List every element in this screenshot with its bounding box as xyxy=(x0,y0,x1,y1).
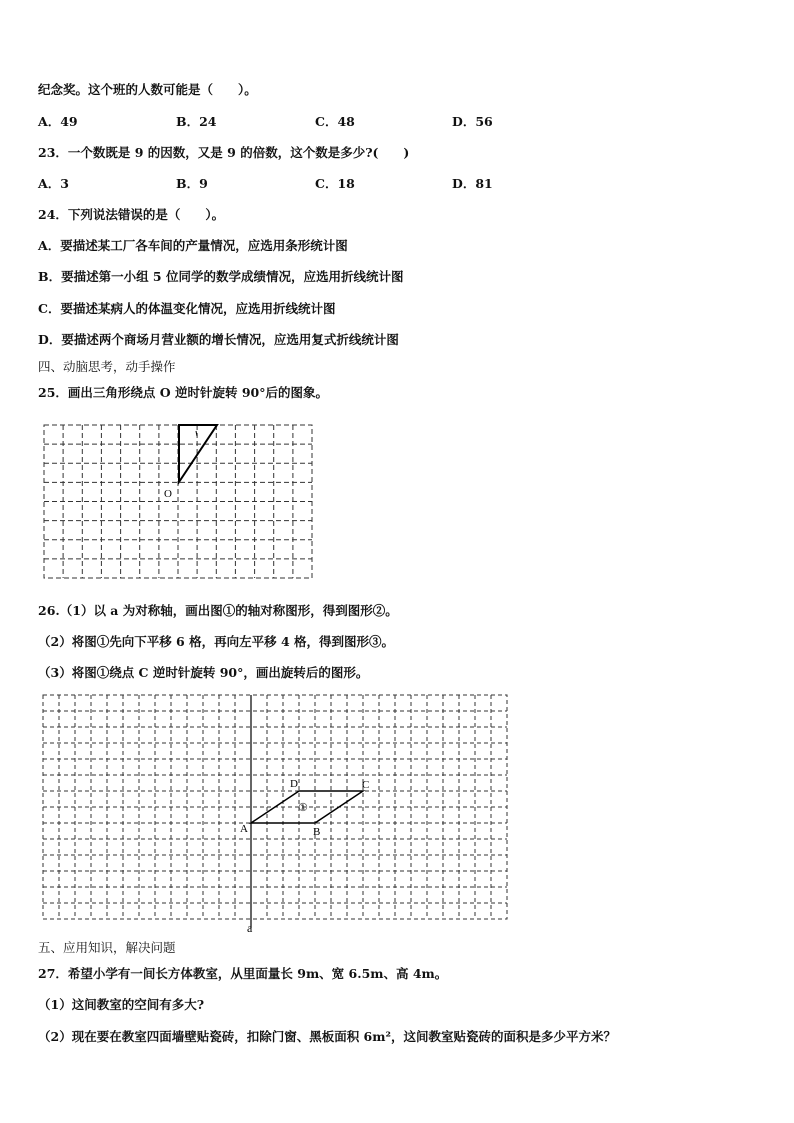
section-5-heading: 五、应用知识，解决问题 xyxy=(38,940,176,955)
q26-label-a: A xyxy=(240,823,248,835)
q22-option-a: A．49 xyxy=(38,114,78,129)
q22-option-d: D．56 xyxy=(452,114,493,129)
q23-option-c: C．18 xyxy=(315,176,355,191)
q24-stem: 24．下列说法错误的是（ ）。 xyxy=(38,207,225,222)
q26-line-3: （3）将图①绕点 C 逆时针旋转 90°，画出旋转后的图形。 xyxy=(38,665,369,680)
q23-option-d: D．81 xyxy=(452,176,493,191)
q26-label-b: B xyxy=(313,826,321,838)
q26-axis-label: a xyxy=(247,921,253,935)
q25-triangle xyxy=(179,425,217,482)
q25-triangle-tick xyxy=(196,431,197,436)
q24-option-a: A．要描述某工厂各车间的产量情况，应选用条形统计图 xyxy=(38,238,348,253)
q26-label-d: D xyxy=(290,778,298,790)
q25-stem: 25．画出三角形绕点 O 逆时针旋转 90°后的图象。 xyxy=(38,385,328,400)
q24-option-d: D．要描述两个商场月营业额的增长情况，应选用复式折线统计图 xyxy=(38,332,399,347)
q22-stem-tail: 纪念奖。这个班的人数可能是（ ）。 xyxy=(38,82,257,97)
q26-line-2: （2）将图①先向下平移 6 格，再向左平移 4 格，得到图形③。 xyxy=(38,634,395,649)
q26-label-c: C xyxy=(362,779,370,791)
q23-option-b: B．9 xyxy=(176,176,208,191)
q27-stem: 27．希望小学有一间长方体教室，从里面量长 9m、宽 6.5m、高 4m。 xyxy=(38,966,448,981)
q27-sub-2: （2）现在要在教室四面墙壁贴瓷砖，扣除门窗、黑板面积 6m²，这间教室贴瓷砖的面积是多少平方米？ xyxy=(38,1029,616,1044)
q26-line-1: 26.（1）以 a 为对称轴，画出图①的轴对称图形，得到图形②。 xyxy=(38,603,398,618)
q22-option-c: C．48 xyxy=(315,114,355,129)
section-4-heading: 四、动脑思考，动手操作 xyxy=(38,359,176,374)
q24-option-c: C．要描述某病人的体温变化情况，应选用折线统计图 xyxy=(38,301,336,316)
q25-point-o-label: O xyxy=(164,488,172,500)
q22-option-b: B．24 xyxy=(176,114,217,129)
q27-sub-1: （1）这间教室的空间有多大? xyxy=(38,997,205,1012)
q23-option-a: A．3 xyxy=(38,176,69,191)
q23-stem: 23．一个数既是 9 的因数，又是 9 的倍数，这个数是多少?( ) xyxy=(38,145,410,160)
q24-option-b: B．要描述第一小组 5 位同学的数学成绩情况，应选用折线统计图 xyxy=(38,269,404,284)
q26-shape-label: ① xyxy=(298,801,308,814)
